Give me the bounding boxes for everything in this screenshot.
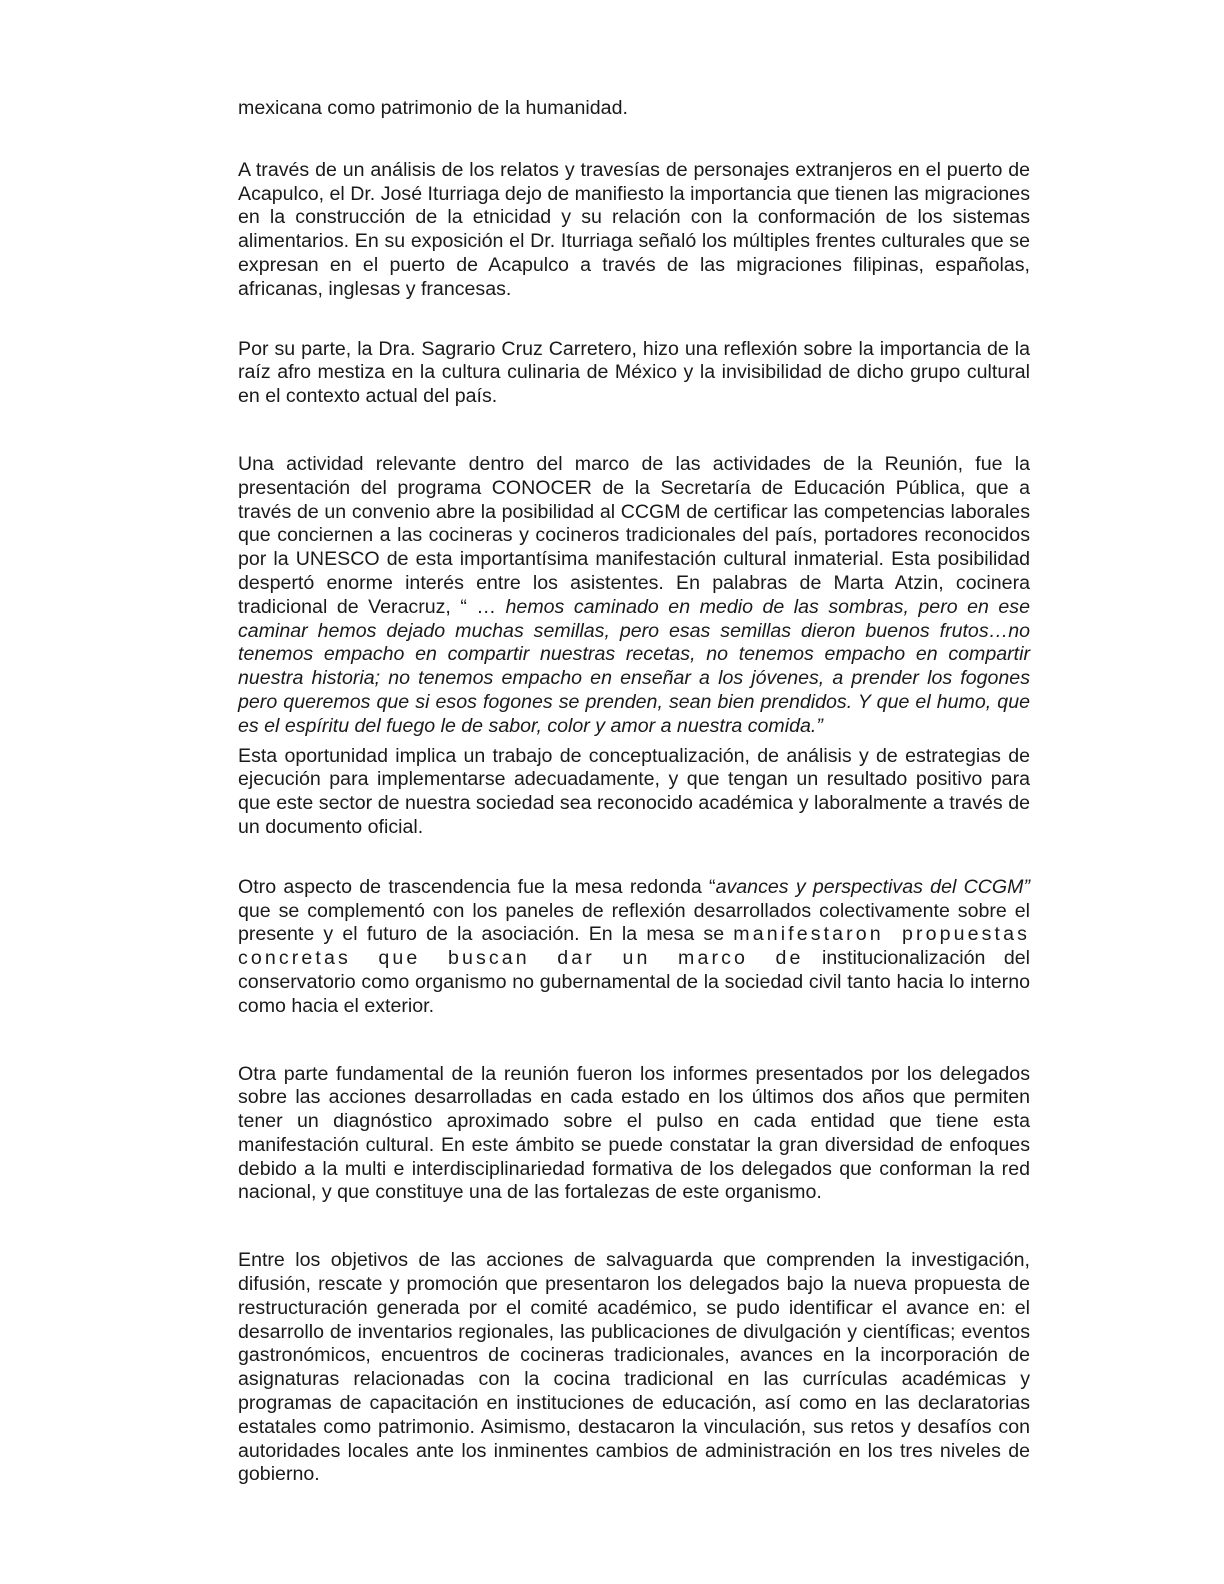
conocer-text: Una actividad relevante dentro del marco de las actividades de la Reunión, fue la presentación del programa CONOCER de la Secretaría de Educación Pública, que a través de un convenio abre la posibilidad al CCGM de certificar las competencias laborales que conciernen a las cocineras y cocineros tradicionales del país, portadores reconocidos por la UNESCO de esta importantísima manifestación cultural inmaterial. Esta posibilidad despertó enorme interés entre los asistentes. En palabras de Marta Atzin, cocinera tradicional de Veracruz, “ …: [238, 452, 1030, 618]
mesa-text-wide: manifestaron propuestas concretas que buscan dar un marco de: [238, 923, 1030, 970]
paragraph-oportunidad: Esta oportunidad implica un trabajo de conceptualización, de análisis y de estrategias de ejecución para implementarse adecuadamente, y que tengan un resultado positivo para que este sector de nuestra sociedad sea reconocido académica y laboralmente a través de un documento oficial.: [238, 744, 1030, 838]
mesa-text-c: institucionalización del conservatorio como organismo no gubernamental de la sociedad civil tanto hacia lo interno como hacia el exterior.: [238, 947, 1030, 1017]
paragraph-informes: Otra parte fundamental de la reunión fueron los informes presentados por los delegados sobre las acciones desarrolladas en cada estado en los últimos dos años que permiten tener un diagnóstico aproximado sobre el pulso en cada entidad que tiene esta manifestación cultural. En este ámbito se puede constatar la gran diversidad de enfoques debido a la multi e interdisciplinariedad formativa de los delegados que conforman la red nacional, y que constituye una de las fortalezas de este organismo.: [238, 1062, 1030, 1204]
document-page: [238, 97, 1030, 1487]
paragraph-objetivos: Entre los objetivos de las acciones de salvaguarda que comprenden la investigación, difusión, rescate y promoción que presentaron los delegados bajo la nueva propuesta de restructuración generada por el comité académico, se pudo identificar el avance en: el desarrollo de inventarios regionales, las publicaciones de divulgación y científicas; eventos gastronómicos, encuentros de cocineras tradicionales, avances en la incorporación de asignaturas relacionadas con la cocina tradicional en las currículas académicas y programas de capacitación en instituciones de educación, así como en las declaratorias estatales como patrimonio. Asimismo, destacaron la vinculación, sus retos y desafíos con autoridades locales ante los inminentes cambios de administración en los tres niveles de gobierno.: [238, 1249, 1030, 1486]
paragraph-mesa-redonda: [238, 876, 1030, 1019]
atzin-quote: hemos caminado en medio de las sombras, pero en ese caminar hemos dejado muchas semillas, pero esas semillas dieron buenos frutos…no tenemos empacho en compartir nuestras recetas, no tenemos empacho en compartir nuestra historia; no tenemos empacho en enseñar a los jóvenes, a prender los fogones pero queremos que si esos fogones se prenden, sean bien prendidos. Y que el humo, que es el espíritu del fuego le de sabor, color y amor a nuestra comida.”: [238, 595, 1031, 737]
mesa-text-b: que se complementó con los paneles de reflexión desarrollados colectivamente sobre el presente y el futuro de la asociación. En la mesa se: [238, 899, 1030, 946]
mesa-title-italic: avances y perspectivas del CCGM”: [715, 875, 1030, 898]
mesa-text-a: Otro aspecto de trascendencia fue la mesa redonda “: [238, 875, 716, 898]
paragraph-cruz-carretero: Por su parte, la Dra. Sagrario Cruz Carretero, hizo una reflexión sobre la importancia de la raíz afro mestiza en la cultura culinaria de México y la invisibilidad de dicho grupo cultural en el contexto actual del país.: [238, 337, 1030, 408]
paragraph-intro-tail: mexicana como patrimonio de la humanidad.: [238, 97, 628, 119]
paragraph-conocer: [238, 453, 1030, 739]
paragraph-iturriaga: A través de un análisis de los relatos y travesías de personajes extranjeros en el puerto de Acapulco, el Dr. José Iturriaga dejo de manifiesto la importancia que tienen las migraciones en la construcción de la etnicidad y su relación con la conformación de los sistemas alimentarios. En su exposición el Dr. Iturriaga señaló los múltiples frentes culturales que se expresan en el puerto de Acapulco a través de las migraciones filipinas, españolas, africanas, inglesas y francesas.: [238, 158, 1030, 300]
